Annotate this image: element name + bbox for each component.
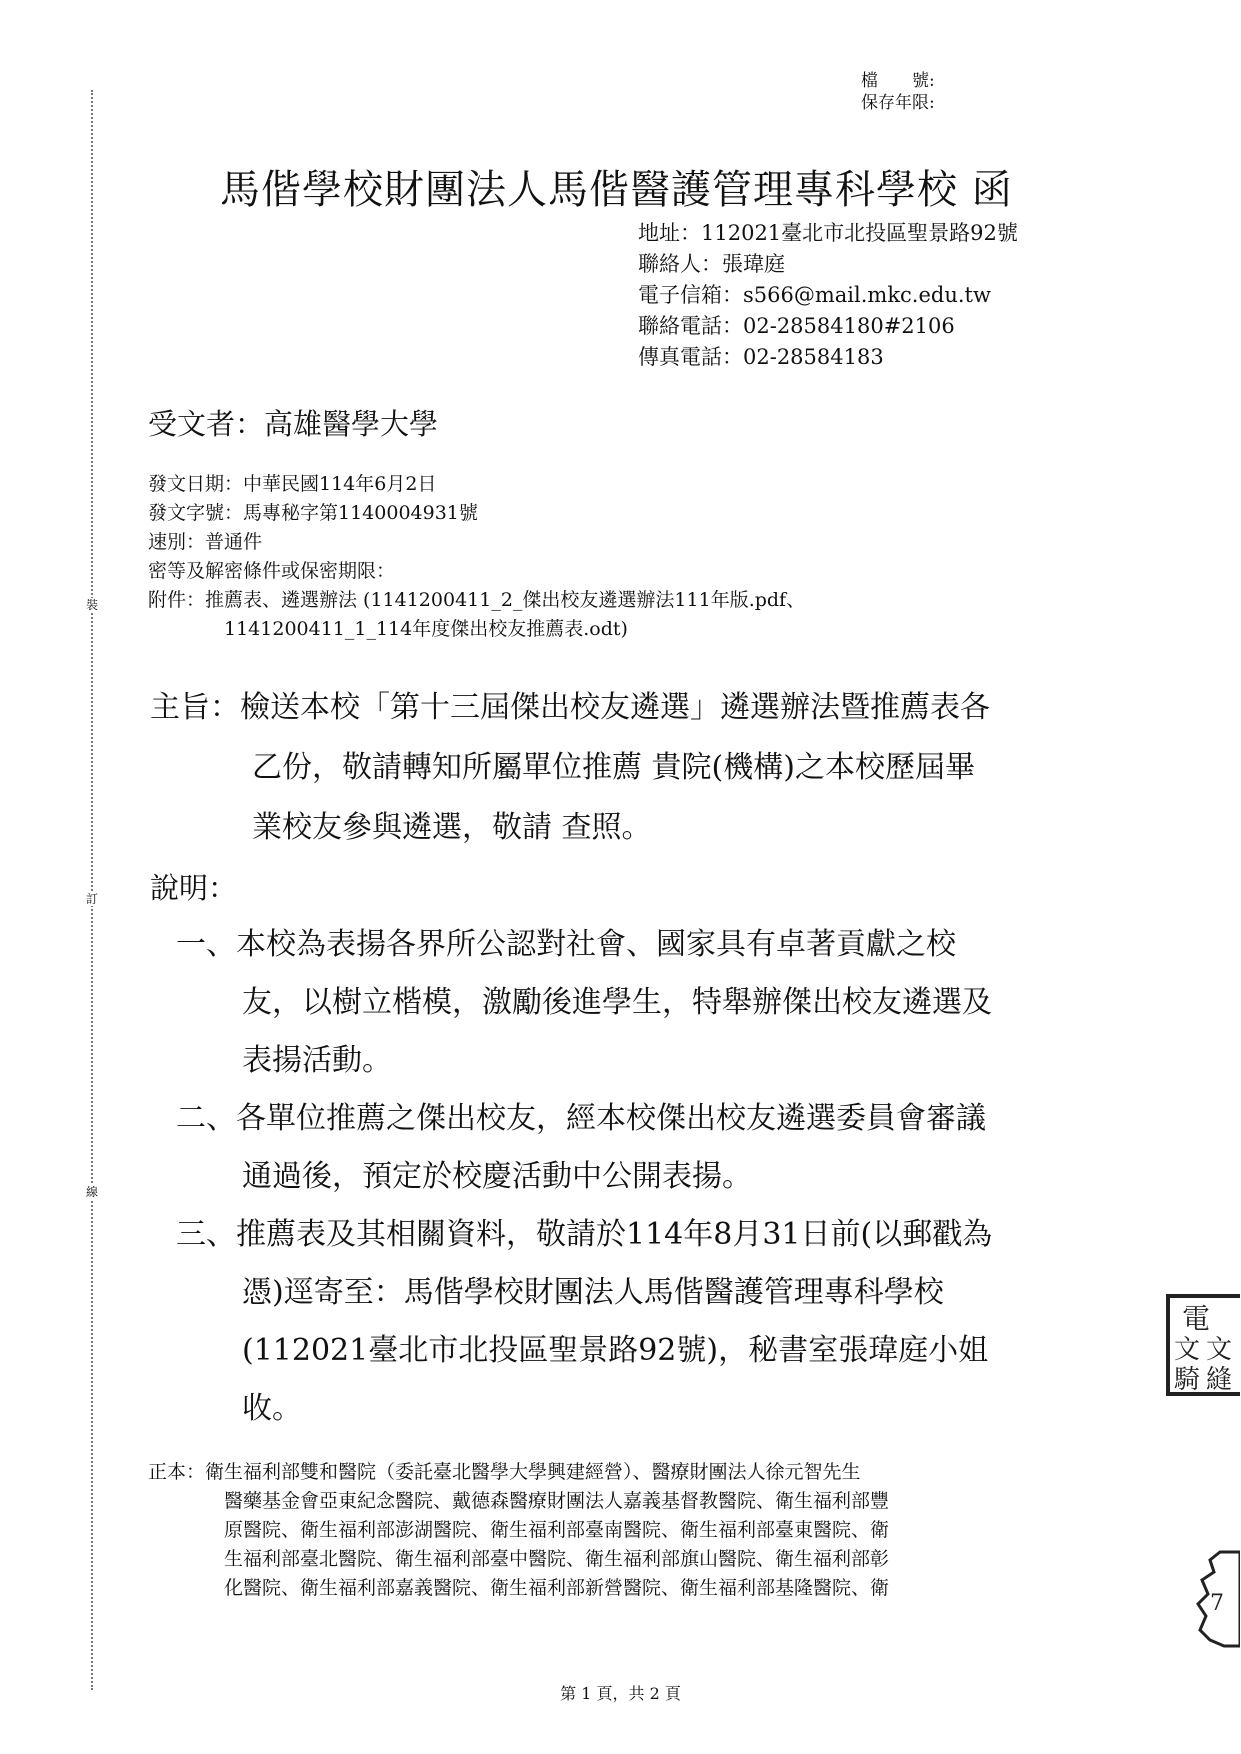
document-info [148,470,805,644]
document-title: 馬偕學校財團法人馬偕醫護管理專科學校 函 [220,167,1013,213]
explanation-list [176,916,1096,1438]
original-recipients [148,1458,1108,1603]
explanation-heading: 說明： [150,871,238,905]
explanation-line: 表揚活動。 [242,1043,392,1078]
seam-seal-mark [1180,1550,1240,1650]
binding-mark-top: 裝 [86,598,99,612]
seal-char: 文 [1206,1335,1233,1365]
recipient: 受文者：高雄醫學大學 [148,407,439,441]
cc-line: 原醫院、衛生福利部澎湖醫院、衛生福利部臺南醫院、衛生福利部臺東醫院、衛 [224,1519,890,1541]
explanation-line: 三、推薦表及其相關資料，敬請於114年8月31日前(以郵戳為 [176,1217,993,1252]
binding-mark-middle: 訂 [86,892,99,906]
phone: 聯絡電話：02-28584180#2106 [638,314,955,338]
contact-block [638,218,1018,373]
delivery-speed: 速別：普通件 [148,531,263,553]
subject-line: 業校友參與遴選，敬請 查照。 [252,810,652,845]
cc-line: 生福利部臺北醫院、衛生福利部臺中醫院、衛生福利部旗山醫院、衛生福利部彰 [224,1548,890,1570]
subject [150,678,1090,858]
explanation-line: 友，以樹立楷模，激勵後進學生，特舉辦傑出校友遴選及 [242,985,992,1020]
page-footer: 第 1 頁，共 2 頁 [560,1684,681,1703]
file-number: 檔 號: [861,71,935,91]
address: 地址：112021臺北市北投區聖景路92號 [638,221,1018,245]
explanation-item-3 [176,1206,1096,1438]
cc-line: 醫藥基金會亞東紀念醫院、戴德森醫療財團法人嘉義基督教醫院、衛生福利部豐 [224,1490,890,1512]
seal-char: 縫 [1206,1365,1233,1395]
file-meta [861,70,935,114]
seal-char: 騎 [1174,1365,1201,1395]
binding-dotted-line [91,90,93,1690]
cc-line: 化醫院、衛生福利部嘉義醫院、衛生福利部新營醫院、衛生福利部基隆醫院、衛 [224,1577,890,1599]
document-number: 發文字號：馬專秘字第1140004931號 [148,502,478,524]
attachment-line-1: 附件：推薦表、遴選辦法 (1141200411_2_傑出校友遴選辦法111年版.pdf、 [148,589,806,611]
email: 電子信箱：s566@mail.mkc.edu.tw [638,283,991,307]
fax: 傳真電話：02-28584183 [638,345,884,369]
binding-mark-bottom: 線 [86,1185,99,1199]
seal-char: 電 [1182,1302,1211,1335]
explanation-line: (112021臺北市北投區聖景路92號)，秘書室張瑋庭小姐 [242,1333,989,1368]
subject-line: 主旨：檢送本校「第十三屆傑出校友遴選」遴選辦法暨推薦表各 [150,690,990,725]
contact-person: 聯絡人：張瑋庭 [638,252,785,276]
explanation-item-2 [176,1090,1096,1206]
explanation-line: 收。 [242,1391,302,1426]
secrecy-level: 密等及解密條件或保密期限： [148,560,396,582]
electronic-seal-stamp [1160,1290,1240,1400]
explanation-line: 憑)逕寄至：馬偕學校財團法人馬偕醫護管理專科學校 [242,1275,944,1310]
explanation-line: 一、本校為表揚各界所公認對社會、國家具有卓著貢獻之校 [176,927,956,962]
attachment-line-2: 1141200411_1_114年度傑出校友推薦表.odt) [224,618,628,640]
explanation-item-1 [176,916,1096,1090]
explanation-line: 二、各單位推薦之傑出校友，經本校傑出校友遴選委員會審議 [176,1101,986,1136]
explanation-line: 通過後，預定於校慶活動中公開表揚。 [242,1159,752,1194]
seal-char: 文 [1174,1335,1201,1365]
cc-line: 正本：衛生福利部雙和醫院（委託臺北醫學大學興建經營）、醫療財團法人徐元智先生 [148,1461,861,1483]
subject-line: 乙份，敬請轉知所屬單位推薦 貴院(機構)之本校歷屆畢 [252,750,975,785]
retention-period: 保存年限: [861,93,935,113]
issue-date: 發文日期：中華民國114年6月2日 [148,473,437,495]
svg-text:7: 7 [1210,1591,1224,1616]
